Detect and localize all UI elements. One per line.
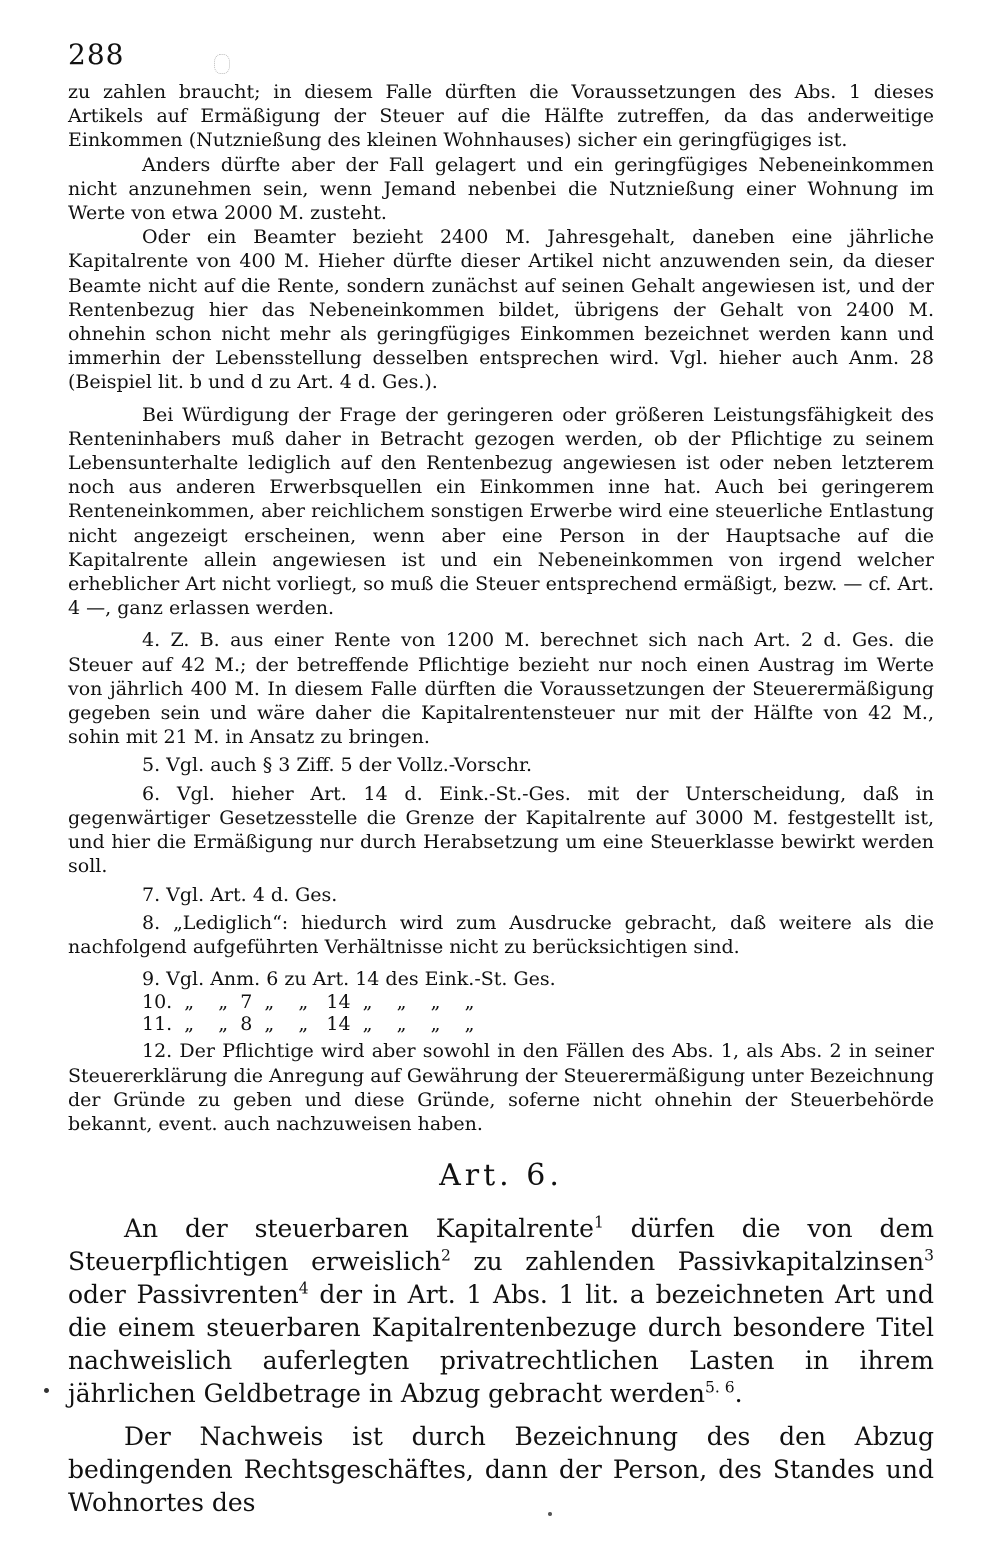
paper-speck — [548, 1512, 552, 1516]
note-paragraph: Oder ein Beamter bezieht 2400 M. Jahresgehalt, daneben eine jährliche Kapitalrente von 400 M. Hieher dürfte dieser Artikel nicht anzuwenden sein, da dieser Beamte nicht auf die Rente, sondern zunächst auf seinen Gehalt angewiesen ist, und der Rentenbezug hier das Nebeneinkommen bildet, übrigens der Gehalt von 2400 M. ohnehin schon nicht mehr als geringfügiges Einkommen bezeichnet werden kann und immerhin der Lebensstellung desselben entsprechen wird. Vgl. hieher auch Anm. 28 (Beispiel lit. b und d zu Art. 4 d. Ges.). — [68, 226, 934, 394]
law-paragraph-2: Der Nachweis ist durch Bezeichnung des den Abzug bedingenden Rechtsgeschäftes, dann der Person, des Standes und Wohnortes des — [68, 1422, 934, 1518]
note-11-ditto: 11. „ „ 8 „ „ 14 „ „ „ „ — [142, 1013, 475, 1036]
law-text-fragment: . — [734, 1379, 743, 1409]
law-paragraph-1 — [68, 1212, 934, 1410]
law-text-fragment: An der steuerbaren Kapitalrente — [124, 1214, 594, 1244]
footnote-marker: 1 — [593, 1213, 604, 1232]
note-7: 7. Vgl. Art. 4 d. Ges. — [142, 883, 338, 906]
note-4: 4. Z. B. aus einer Rente von 1200 M. berechnet sich nach Art. 2 d. Ges. die Steuer auf 42 M.; der betreffende Pflichtige bezieht nur noch einen Austrag im Werte von jährlich 400 M. In diesem Falle dürften die Voraussetzungen der Steuerermäßigung gegeben sein und wäre daher die Kapitalrentensteuer nur mit der Hälfte von 42 M., sohin mit 21 M. in Ansatz zu bringen. — [68, 629, 934, 749]
law-text-fragment: zu zahlenden Passivkapitalzinsen — [450, 1247, 925, 1277]
page-number: 288 — [68, 38, 125, 71]
note-paragraph: Bei Würdigung der Frage der geringeren oder größeren Leistungsfähigkeit des Renteninhabers muß daher in Betracht gezogen werden, ob der Pflichtige zu seinem Lebensunterhalte lediglich auf den Rentenbezug angewiesen ist oder neben letzterem noch aus anderen Erwerbsquellen ein Einkommen inne hat. Auch bei geringerem Renteneinkommen, aber reichlichem sonstigen Erwerbe wird eine steuerliche Entlastung nicht angezeigt erscheinen, wenn aber eine Person in der Hauptsache auf die Kapitalrente allein angewiesen ist und ein Nebeneinkommen von irgend welcher erheblicher Art nicht vorliegt, so muß die Steuer entsprechend ermäßigt, bezw. — cf. Art. 4 —, ganz erlassen werden. — [68, 403, 934, 620]
note-8: 8. „Lediglich“: hiedurch wird zum Ausdrucke gebracht, daß weitere als die nachfolgend aufgeführten Verhältnisse nicht zu berücksichtigen sind. — [68, 911, 934, 958]
paper-smudge — [214, 54, 230, 74]
note-6: 6. Vgl. hieher Art. 14 d. Eink.-St.-Ges. mit der Unterscheidung, daß in gegenwärtiger Gesetzesstelle die Grenze der Kapitalrente auf 3000 M. festgestellt ist, und hier die Ermäßigung nur durch Herabsetzung um eine Steuerklasse bewirkt werden soll. — [68, 782, 934, 878]
note-continuation: zu zahlen braucht; in diesem Falle dürften die Voraussetzungen des Abs. 1 dieses Artikels auf Ermäßigung der Steuer auf die Hälfte zutreffen, da das anderweitige Einkommen (Nutznießung des kleinen Wohnhauses) sicher ein geringfügiges ist. — [68, 81, 934, 152]
note-5: 5. Vgl. auch § 3 Ziff. 5 der Vollz.-Vorschr. — [142, 754, 533, 777]
law-text-fragment: dürfen die von dem Steuerpflichtigen erweislich — [68, 1214, 935, 1277]
book-page — [68, 38, 934, 1519]
footnotes-section — [68, 80, 934, 1136]
law-text-fragment: der in Art. 1 Abs. 1 lit. a bezeichneten Art und die einem steuerbaren Kapitalrentenbezuge durch besondere Titel nachweislich auferlegten privatrechtlichen Lasten in ihrem jährlichen Geldbetrage in Abzug gebracht werden — [68, 1280, 934, 1409]
note-10-ditto: 10. „ „ 7 „ „ 14 „ „ „ „ — [142, 991, 475, 1014]
margin-dot — [44, 1388, 49, 1393]
footnote-marker: 3 — [924, 1246, 934, 1265]
note-paragraph: Anders dürfte aber der Fall gelagert und ein geringfügiges Nebeneinkommen nicht anzunehmen sein, wenn Jemand nebenbei die Nutznießung einer Wohnung im Werte von etwa 2000 M. zusteht. — [68, 153, 934, 225]
law-text-fragment: oder Passivrenten — [68, 1280, 299, 1310]
article-heading: Art. 6. — [439, 1158, 563, 1194]
law-text — [68, 1212, 934, 1519]
note-12: 12. Der Pflichtige wird aber sowohl in den Fällen des Abs. 1, als Abs. 2 in seiner Steuererklärung die Anregung auf Gewährung der Steuerermäßigung unter Bezeichnung der Gründe zu geben und diese Gründe, soferne nicht ohnehin der Steuerbehörde bekannt, event. auch nachzuweisen haben. — [68, 1040, 934, 1135]
footnote-marker: 4 — [298, 1279, 309, 1298]
footnote-marker: 2 — [440, 1246, 451, 1265]
footnote-marker: 5. 6 — [704, 1378, 735, 1397]
note-9: 9. Vgl. Anm. 6 zu Art. 14 des Eink.-St. Ges. — [142, 968, 556, 991]
